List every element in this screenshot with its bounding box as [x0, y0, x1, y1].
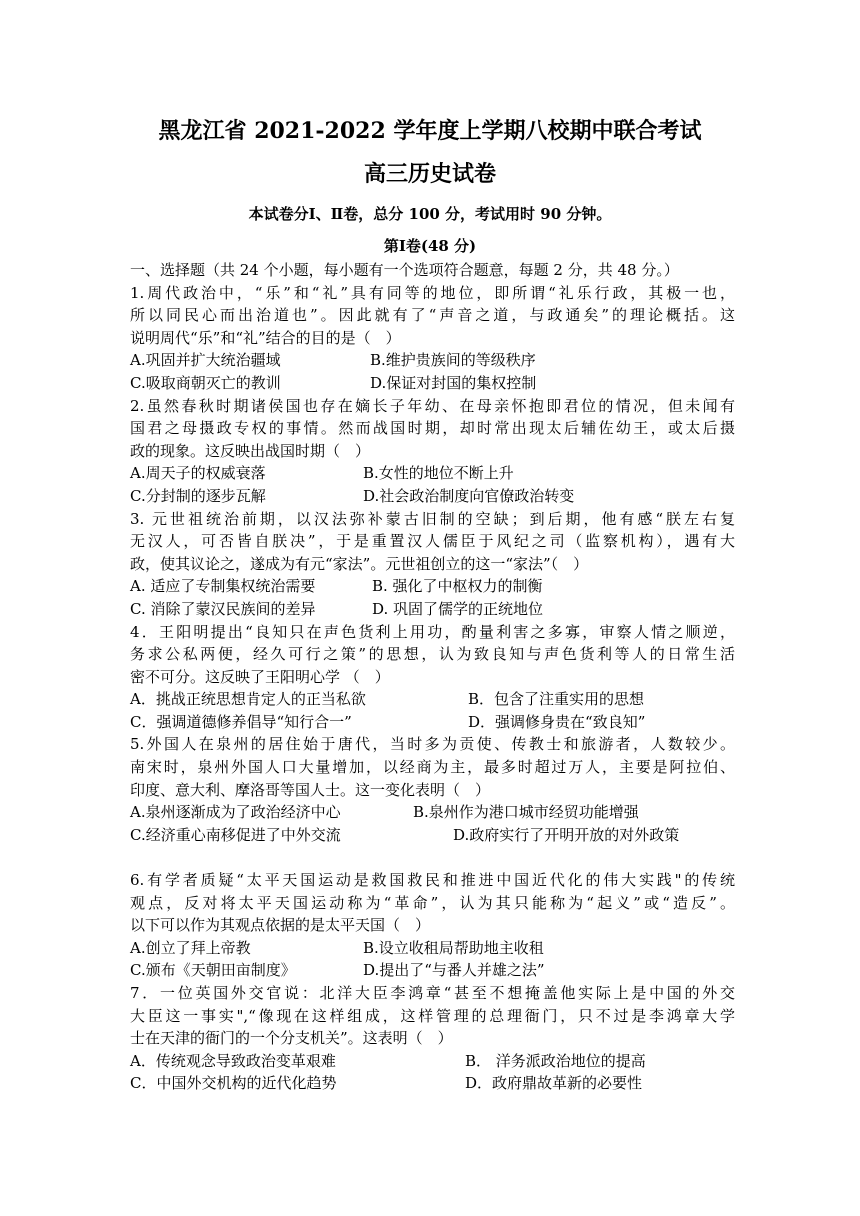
- option-row: [130, 959, 735, 982]
- option-row: [130, 711, 735, 734]
- option-d: D. 巩固了儒学的正统地位: [372, 599, 544, 618]
- question-text-line: 士在天津的衙门的一个分支机关”。这表明（ ）: [130, 1029, 453, 1048]
- question-text-line: 3. 元世祖统治前期，以汉法弥补蒙古旧制的空缺；到后期，他有感“朕左右复: [130, 509, 735, 528]
- option-row: [130, 1050, 735, 1073]
- option-a: A．传统观念导致政治变革艰难: [130, 1051, 336, 1070]
- question-6: [130, 869, 735, 982]
- option-row: [130, 1072, 735, 1095]
- section-heading: 一、选择题（共 24 个小题，每小题有一个选项符合题意，每题 2 分，共 48 分。）: [130, 261, 679, 279]
- question-text-line: 2.虽然春秋时期诸侯国也存在嫡长子年幼、在母亲怀抱即君位的情况，但未闻有: [130, 396, 735, 415]
- question-7: [130, 982, 735, 1095]
- exam-body: [130, 259, 735, 1095]
- option-a: A. 适应了专制集权统治需要: [130, 577, 316, 596]
- question-text-line: 大臣这一事实",“像现在这样组成，这样管理的总理衙门，只不过是李鸿章大学: [130, 1006, 735, 1025]
- question-text-line: 无汉人，可否皆自朕决”，于是重置汉人儒臣于风纪之司（监察机构），遇有大: [130, 532, 735, 551]
- question-text-line: 国君之母摄政专权的事情。然而战国时期，却时常出现太后辅佐幼王，或太后摄: [130, 419, 735, 438]
- question-text-line: 观点，反对将太平天国运动称为“革命”，认为其只能称为“起义”或“造反”。: [130, 893, 735, 912]
- option-a: A.创立了拜上帝教: [130, 938, 251, 957]
- option-a: A．挑战正统思想肯定人的正当私欲: [130, 690, 366, 709]
- question-text-line: 7．一位英国外交官说：北洋大臣李鸿章“甚至不想掩盖他实际上是中国的外交: [130, 984, 735, 1002]
- question-text-line: 密不可分。这反映了王阳明心学 （ ）: [130, 667, 390, 686]
- option-row: [130, 688, 735, 711]
- question-text-line: 以下可以作为其观点依据的是太平天国（ ）: [130, 916, 431, 935]
- question-text-line: 务求公私两便，经久可行之策”的思想，认为致良知与声色货利等人的日常生活: [130, 645, 735, 664]
- option-c: C.颁布《天朝田亩制度》: [130, 961, 296, 980]
- question-text-line: 说明周代“乐”和“礼”结合的目的是（ ）: [130, 328, 401, 347]
- option-a: A.泉州逐渐成为了政治经济中心: [130, 803, 341, 822]
- option-c: C.经济重心南移促进了中外交流: [130, 825, 341, 844]
- part-heading: 第Ⅰ卷(48 分): [383, 237, 477, 255]
- option-c: C. 消除了蒙汉民族间的差异: [130, 599, 316, 618]
- option-b: B.女性的地位不断上升: [363, 464, 514, 483]
- option-c: C.分封制的逐步瓦解: [130, 486, 266, 505]
- question-text-line: 南宋时，泉州外国人口大量增加，以经商为主，最多时超过万人，主要是阿拉伯、: [130, 758, 735, 777]
- option-row: [130, 485, 735, 508]
- question-text-line: 4．王阳明提出“良知只在声色货利上用功，酌量利害之多寡，审察人情之顺逆，: [130, 622, 735, 641]
- option-a: A.巩固并扩大统治疆域: [130, 351, 281, 370]
- question-3: [130, 508, 735, 621]
- option-row: [130, 372, 735, 395]
- option-row: [130, 801, 735, 824]
- question-text-line: 6.有学者质疑“太平天国运动是救国救民和推进中国近代化的伟大实践"的传统: [130, 871, 735, 890]
- exam-title: 黑龙江省 2021-2022 学年度上学期八校期中联合考试: [158, 118, 702, 144]
- question-text-line: 5.外国人在泉州的居住始于唐代，当时多为贡使、传教士和旅游者，人数较少。: [130, 735, 735, 754]
- option-c: C．中国外交机构的近代化趋势: [130, 1074, 337, 1093]
- option-d: D．强调修身贵在“致良知”: [468, 712, 646, 731]
- option-b: B.维护贵族间的等级秩序: [370, 351, 536, 370]
- option-row: [130, 598, 735, 621]
- question-1: [130, 282, 735, 395]
- question-text-line: 政的现象。这反映出战国时期（ ）: [130, 441, 371, 460]
- option-b: B. 强化了中枢权力的制衡: [372, 577, 543, 596]
- question-text-line: 所以同民心而出治道也”。因此就有了“声音之道，与政通矣”的理论概括。这: [130, 306, 735, 325]
- blank-line: [130, 846, 735, 869]
- option-a: A.周天子的权威衰落: [130, 464, 266, 483]
- question-2: [130, 395, 735, 508]
- option-b: B．包含了注重实用的思想: [468, 690, 645, 709]
- option-d: D.保证对封国的集权控制: [370, 373, 537, 392]
- question-text-line: 政，使其议论之，遂成为有元“家法”。元世祖创立的这一“家法”（ ）: [130, 554, 589, 573]
- option-d: D．政府鼎故革新的必要性: [465, 1074, 643, 1093]
- question-5: [130, 733, 735, 846]
- option-d: D.政府实行了开明开放的对外政策: [453, 825, 680, 844]
- question-text-line: 1.周代政治中，“乐”和“礼”具有同等的地位，即所谓“礼乐行政，其极一也，: [130, 283, 735, 302]
- exam-subtitle: 高三历史试卷: [363, 161, 496, 187]
- option-row: [130, 575, 735, 598]
- option-d: D.社会政治制度向官僚政治转变: [363, 486, 575, 505]
- option-c: C．强调道德修养倡导“知行合一”: [130, 712, 352, 731]
- option-d: D.提出了“与番人并雄之法”: [363, 961, 545, 980]
- question-text-line: 印度、意大利、摩洛哥等国人士。这一变化表明（ ）: [130, 780, 491, 799]
- option-b: B.泉州作为港口城市经贸功能增强: [413, 803, 639, 822]
- exam-info: 本试卷分Ⅰ、Ⅱ卷，总分 100 分，考试用时 90 分钟。: [248, 205, 612, 223]
- option-row: [130, 937, 735, 960]
- option-c: C.吸取商朝灭亡的教训: [130, 373, 281, 392]
- option-row: [130, 824, 735, 847]
- option-b: B.设立收租局帮助地主收租: [363, 938, 544, 957]
- option-row: [130, 462, 735, 485]
- option-row: [130, 349, 735, 372]
- option-b: B． 洋务派政治地位的提高: [465, 1051, 646, 1070]
- question-4: [130, 621, 735, 734]
